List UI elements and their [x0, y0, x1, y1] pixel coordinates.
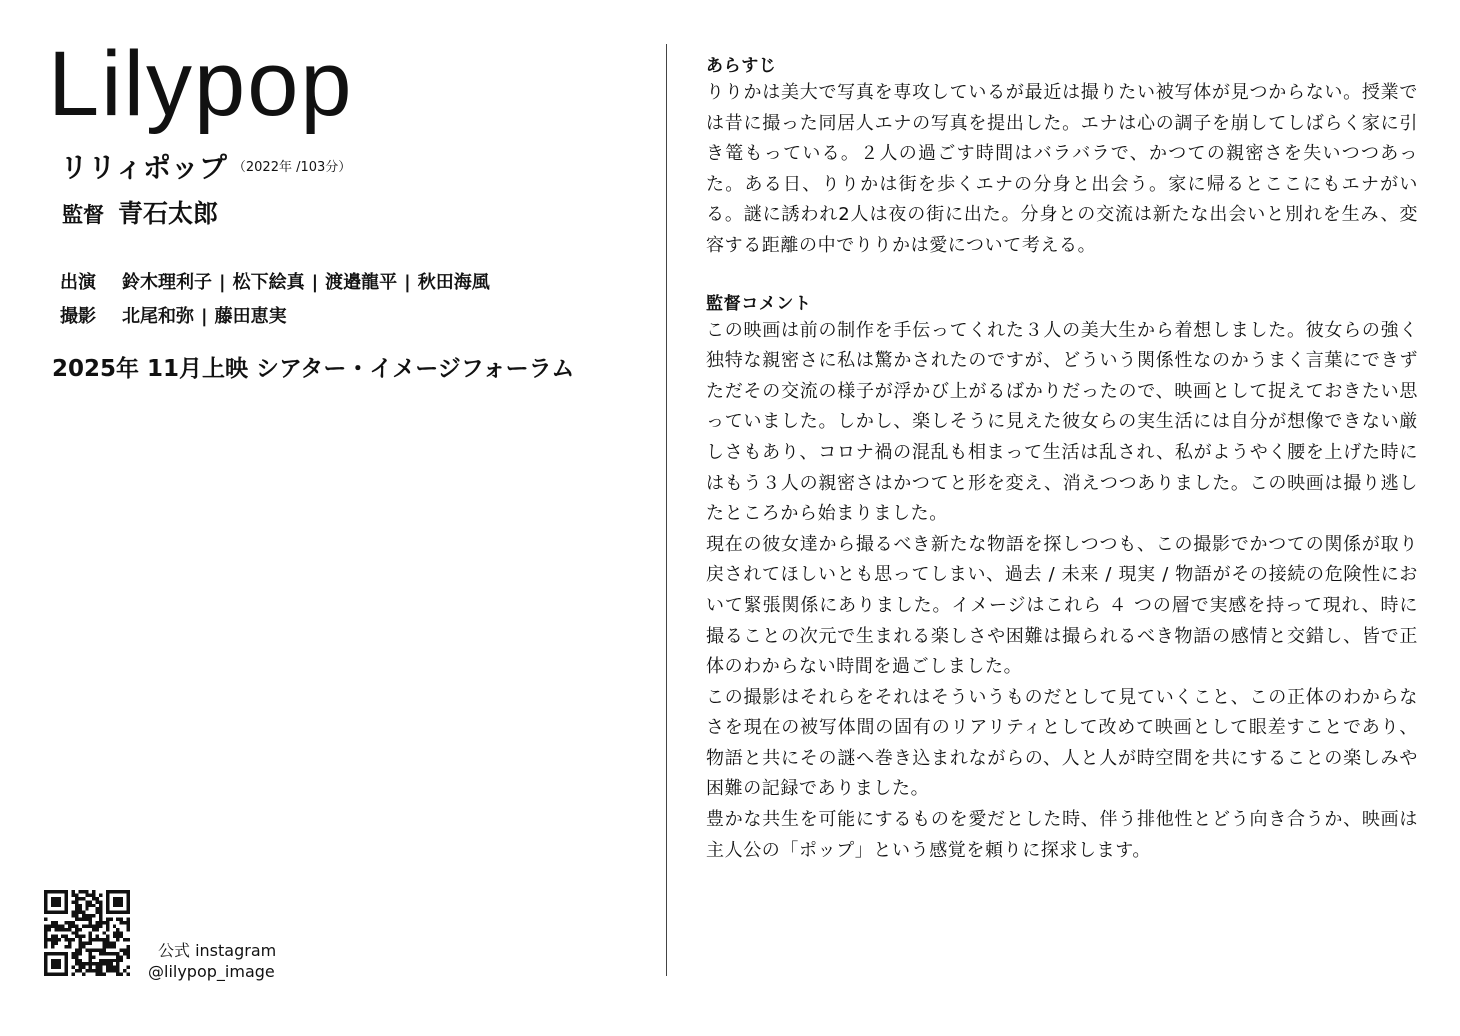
comment-paragraph: 豊かな共生を可能にするものを愛だとした時、伴う排他性とどう向き合うか、映画は主人公の「ポップ」という感覚を頼りに探求します。	[706, 809, 1418, 861]
cast-row	[60, 268, 490, 302]
separator: |	[404, 272, 411, 293]
left-column	[0, 0, 660, 1036]
camera-row	[60, 302, 490, 336]
instagram-info	[148, 940, 276, 982]
instagram-handle[interactable]: @lilypop_image	[148, 962, 275, 981]
synopsis-text: りりかは美大で写真を専攻しているが最近は撮りたい被写体が見つからない。授業では昔に撮った同居人エナの写真を提出した。エナは心の調子を崩してしばらく家に引き篭もっている。２人の過ごす時間はバラバラで、かつての親密さを失いつつあった。ある日、りりかは街を歩くエナの分身と出会う。家に帰るとここにもエナがいる。謎に誘われ2人は夜の街に出た。分身との交流は新たな出会いと別れを生み、変容する距離の中でりりかは愛について考える。	[706, 82, 1418, 256]
comment-paragraph: この映画は前の制作を手伝ってくれた３人の美大生から着想しました。彼女らの強く独特な親密さに私は驚かされたのですが、どういう関係性なのかうまく言葉にできずただその交流の様子が浮かび上がるばかりだったので、映画として捉えておきたい思っていました。しかし、楽しそうに見えた彼女らの実生活には自分が想像できない厳しさもあり、コロナ禍の混乱も相まって生活は乱され、私がようやく腰を上げた時にはもう３人の親密さはかつてと形を変え、消えつつありました。この映画は撮り逃したところから始まりました。	[706, 319, 1418, 525]
film-meta: （2022年 /103分）	[232, 160, 352, 175]
director-name: 青石太郎	[118, 199, 219, 228]
instagram-label: 公式 instagram	[158, 941, 277, 960]
film-title: Lilypop	[48, 33, 354, 135]
separator: |	[311, 272, 319, 293]
cast-member: 秋田海風	[417, 272, 490, 293]
synopsis-heading: あらすじ	[706, 56, 777, 76]
director-credit	[62, 194, 218, 230]
separator: |	[201, 306, 208, 327]
camera-member: 北尾和弥	[122, 306, 194, 327]
title-kana-row	[60, 146, 351, 186]
column-divider	[666, 44, 667, 976]
qr-code-icon[interactable]	[44, 890, 130, 976]
cast-member: 渡邉龍平	[325, 272, 398, 293]
screening-info: 2025年 11月上映 シアター・イメージフォーラム	[52, 356, 575, 382]
cast-member: 鈴木理利子	[122, 272, 212, 293]
comment-paragraph: この撮影はそれらをそれはそういうものだとして見ていくこと、この正体のわからなさを現在の被写体間の固有のリアリティとして改めて映画として眼差すことであり、物語と共にその謎へ巻き込まれながらの、人と人が時空間を共にすることの楽しみや困難の記録でありました。	[706, 686, 1418, 800]
cast-member: 松下絵真	[232, 272, 305, 293]
separator: |	[219, 272, 226, 293]
camera-member: 藤田恵実	[214, 306, 287, 327]
credits	[60, 268, 490, 336]
camera-label: 撮影	[60, 306, 96, 327]
film-title-kana: リリィポップ	[60, 151, 227, 184]
director-label: 監督	[62, 203, 104, 227]
cast-label: 出演	[60, 272, 96, 293]
comment-heading: 監督コメント	[706, 293, 812, 314]
right-column	[706, 54, 1418, 866]
comment-paragraph: 現在の彼女達から撮るべき新たな物語を探しつつも、この撮影でかつての関係が取り戻されてほしいとも思ってしまい、過去 / 未来 / 現実 / 物語がその接続の危険性において緊張関係にありました。イメージはこれら ４ つの層で実感を持って現れ、時に撮ることの次元で生まれる楽しさや困難は撮られるべき物語の感情と交錯し、皆で正体のわからない時間を過ごしました。	[706, 533, 1418, 678]
